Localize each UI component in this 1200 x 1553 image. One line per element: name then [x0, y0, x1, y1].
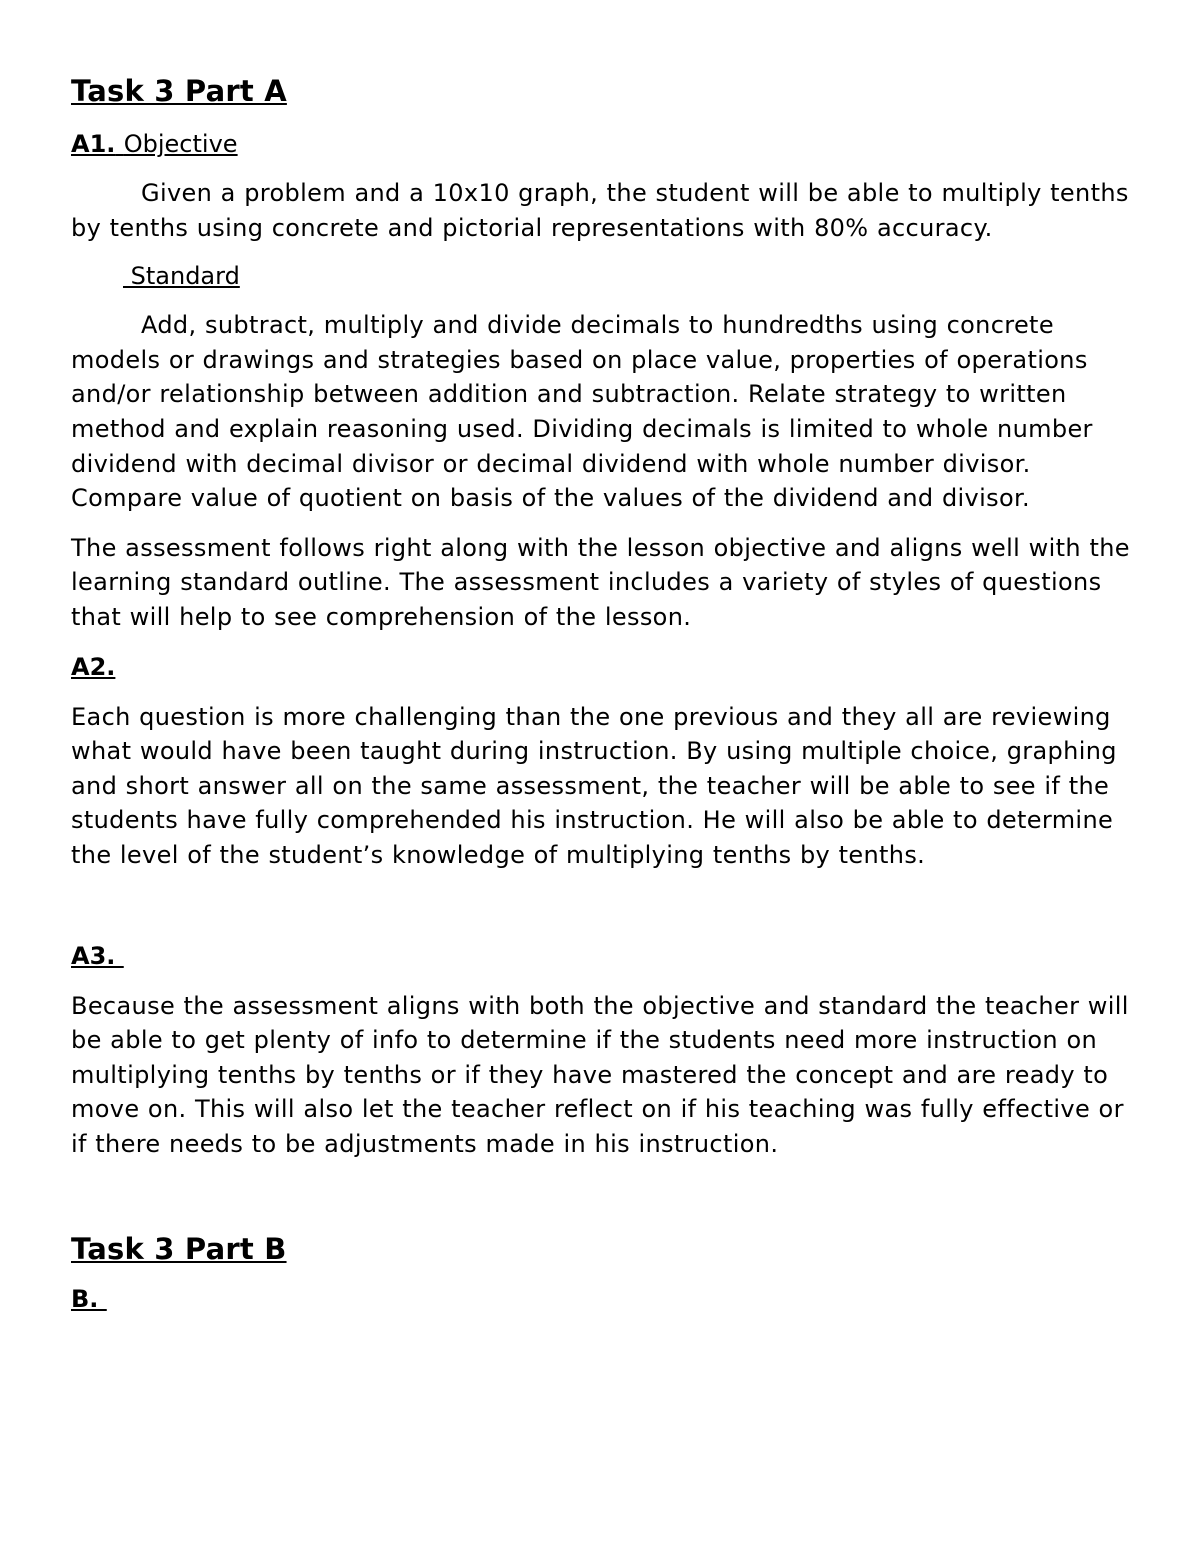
assessment-alignment-text: The assessment follows right along with the lesson objective and aligns well with the learning standard outline. The assessment includes a variety of styles of questions that will help to see comprehension of the lesson. — [71, 533, 1130, 631]
objective-text: Given a problem and a 10x10 graph, the student will be able to multiply tenths by tenths using concrete and pictorial representations with 80% accuracy. — [71, 179, 1129, 242]
a1-heading — [71, 127, 1131, 161]
document-page — [71, 72, 1131, 1316]
a3-heading: A3. — [71, 941, 124, 970]
objective-label: Objective — [123, 130, 238, 158]
a2-heading: A2. — [71, 652, 116, 681]
standard-text: Add, subtract, multiply and divide decimals to hundredths using concrete models or drawings and strategies based on place value, properties of operations and/or relationship between addition and subtraction. Relate strategy to written method and explain reasoning used. Dividing decimals is limited to whole number dividend with decimal divisor or decimal dividend with whole number divisor. Compare value of quotient on basis of the values of the dividend and divisor. — [71, 311, 1093, 513]
a2-text: Each question is more challenging than the one previous and they all are reviewing what would have been taught during instruction. By using multiple choice, graphing and short answer all on the same assessment, the teacher will be able to see if the students have fully comprehended his instruction. He will also be able to determine the level of the student’s knowledge of multiplying tenths by tenths. — [71, 702, 1117, 869]
part-b-title: Task 3 Part B — [71, 1232, 287, 1267]
a1-label: A1. — [71, 130, 116, 158]
a3-text: Because the assessment aligns with both the objective and standard the teacher will be able to get plenty of info to determine if the students need more instruction on multiplying tenths by tenths or if they have mastered the concept and are ready to move on. This will also let the teacher reflect on if his teaching was fully effective or if there needs to be adjustments made in his instruction. — [71, 991, 1129, 1158]
part-a-title: Task 3 Part A — [71, 74, 287, 108]
standard-label: Standard — [123, 262, 240, 291]
b-heading: B. — [71, 1285, 107, 1314]
